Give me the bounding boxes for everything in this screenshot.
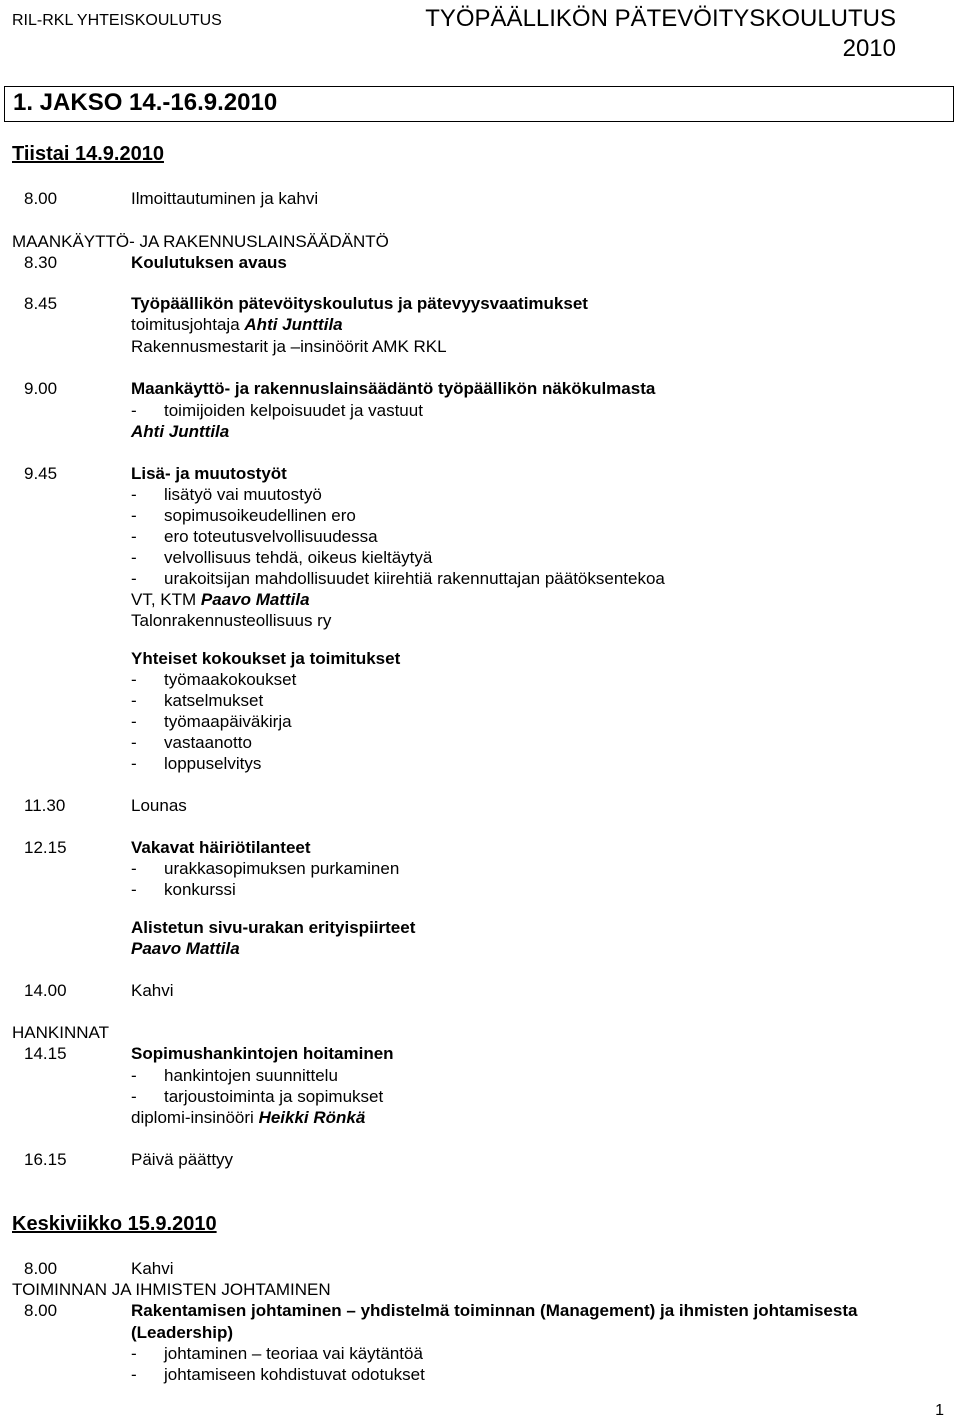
session-title: Sopimushankintojen hoitaminen: [131, 1044, 394, 1063]
list-item: - tarjoustoiminta ja sopimukset: [164, 1086, 383, 1107]
section-heading: TOIMINNAN JA IHMISTEN JOHTAMINEN: [12, 1280, 331, 1299]
header-left: RIL-RKL YHTEISKOULUTUS: [12, 12, 222, 29]
list-item: - työmaakokoukset: [164, 669, 296, 690]
list-item: - urakkasopimuksen purkaminen: [164, 858, 399, 879]
speaker-org: Rakennusmestarit ja –insinöörit AMK RKL: [131, 337, 447, 356]
list-item: - johtaminen – teoriaa vai käytäntöä: [164, 1343, 423, 1364]
session-title: Päivä päättyy: [131, 1150, 234, 1169]
session-title: Maankäyttö- ja rakennuslainsäädäntö työpäällikön näkökulmasta: [131, 379, 656, 398]
time: 9.00: [24, 379, 58, 398]
jakso-title: 1. JAKSO 14.-16.9.2010: [13, 89, 278, 116]
list-item: - sopimusoikeudellinen ero: [164, 505, 356, 526]
time: 8.45: [24, 294, 58, 313]
session-title: Lisä- ja muutostyöt: [131, 464, 287, 483]
time: 12.15: [24, 838, 67, 857]
speaker-line: [131, 314, 343, 335]
speaker-name: Paavo Mattila: [200, 590, 310, 609]
speaker-role: toimitusjohtaja: [131, 315, 240, 334]
list-item: - toimijoiden kelpoisuudet ja vastuut: [164, 400, 423, 421]
day-heading-tuesday: Tiistai 14.9.2010: [12, 143, 164, 165]
list-item: - vastaanotto: [164, 732, 252, 753]
list-item: - katselmukset: [164, 690, 263, 711]
session-title: Kahvi: [131, 981, 174, 1000]
session-title: Lounas: [131, 796, 187, 815]
list-item: - urakoitsijan mahdollisuudet kiirehtiä rakennuttajan päätöksentekoa: [164, 568, 665, 589]
time: 8.00: [24, 189, 58, 208]
time: 8.30: [24, 253, 58, 272]
list-item: - työmaapäiväkirja: [164, 711, 292, 732]
session-title: Rakentamisen johtaminen – yhdistelmä toiminnan (Management) ja ihmisten johtamisesta: [131, 1301, 858, 1320]
time: 16.15: [24, 1150, 67, 1169]
time: 8.00: [24, 1301, 58, 1320]
header-right: [425, 4, 896, 64]
speaker-name: Paavo Mattila: [131, 939, 240, 958]
session-title: Kahvi: [131, 1259, 174, 1278]
speaker-name: Heikki Rönkä: [258, 1108, 366, 1127]
list-item: - lisätyö vai muutostyö: [164, 484, 322, 505]
page-number: 1: [935, 1402, 944, 1419]
day-heading-wednesday: Keskiviikko 15.9.2010: [12, 1213, 217, 1235]
speaker-org: Talonrakennusteollisuus ry: [131, 611, 332, 630]
section-heading: MAANKÄYTTÖ- JA RAKENNUSLAINSÄÄDÄNTÖ: [12, 232, 389, 251]
section-heading: HANKINNAT: [12, 1023, 109, 1042]
session-title: Työpäällikön pätevöityskoulutus ja pätevyysvaatimukset: [131, 294, 588, 313]
time: 9.45: [24, 464, 58, 483]
session-title: Vakavat häiriötilanteet: [131, 838, 311, 857]
speaker-line: [131, 589, 310, 610]
time: 14.15: [24, 1044, 67, 1063]
session-title: Ilmoittautuminen ja kahvi: [131, 189, 319, 208]
session-title-continued: (Leadership): [131, 1323, 234, 1342]
list-item: - ero toteutusvelvollisuudessa: [164, 526, 378, 547]
time: 14.00: [24, 981, 67, 1000]
session-title: Alistetun sivu-urakan erityispiirteet: [131, 918, 416, 937]
session-title: Yhteiset kokoukset ja toimitukset: [131, 649, 401, 668]
list-item: - hankintojen suunnittelu: [164, 1065, 338, 1086]
speaker-line: [131, 1107, 365, 1128]
speaker-name: Ahti Junttila: [131, 422, 230, 441]
list-item: - johtamiseen kohdistuvat odotukset: [164, 1364, 425, 1385]
list-item: - loppuselvitys: [164, 753, 261, 774]
speaker-role: diplomi-insinööri: [131, 1108, 254, 1127]
list-item: - konkurssi: [164, 879, 236, 900]
time: 8.00: [24, 1259, 58, 1278]
list-item: - velvollisuus tehdä, oikeus kieltäytyä: [164, 547, 432, 568]
speaker-name: Ahti Junttila: [244, 315, 343, 334]
header-year: 2010: [842, 35, 896, 62]
jakso-box: [4, 86, 954, 122]
speaker-role: VT, KTM: [131, 590, 197, 609]
header-title: TYÖPÄÄLLIKÖN PÄTEVÖITYSKOULUTUS: [425, 5, 896, 32]
time: 11.30: [24, 796, 66, 815]
session-title: Koulutuksen avaus: [131, 253, 287, 272]
